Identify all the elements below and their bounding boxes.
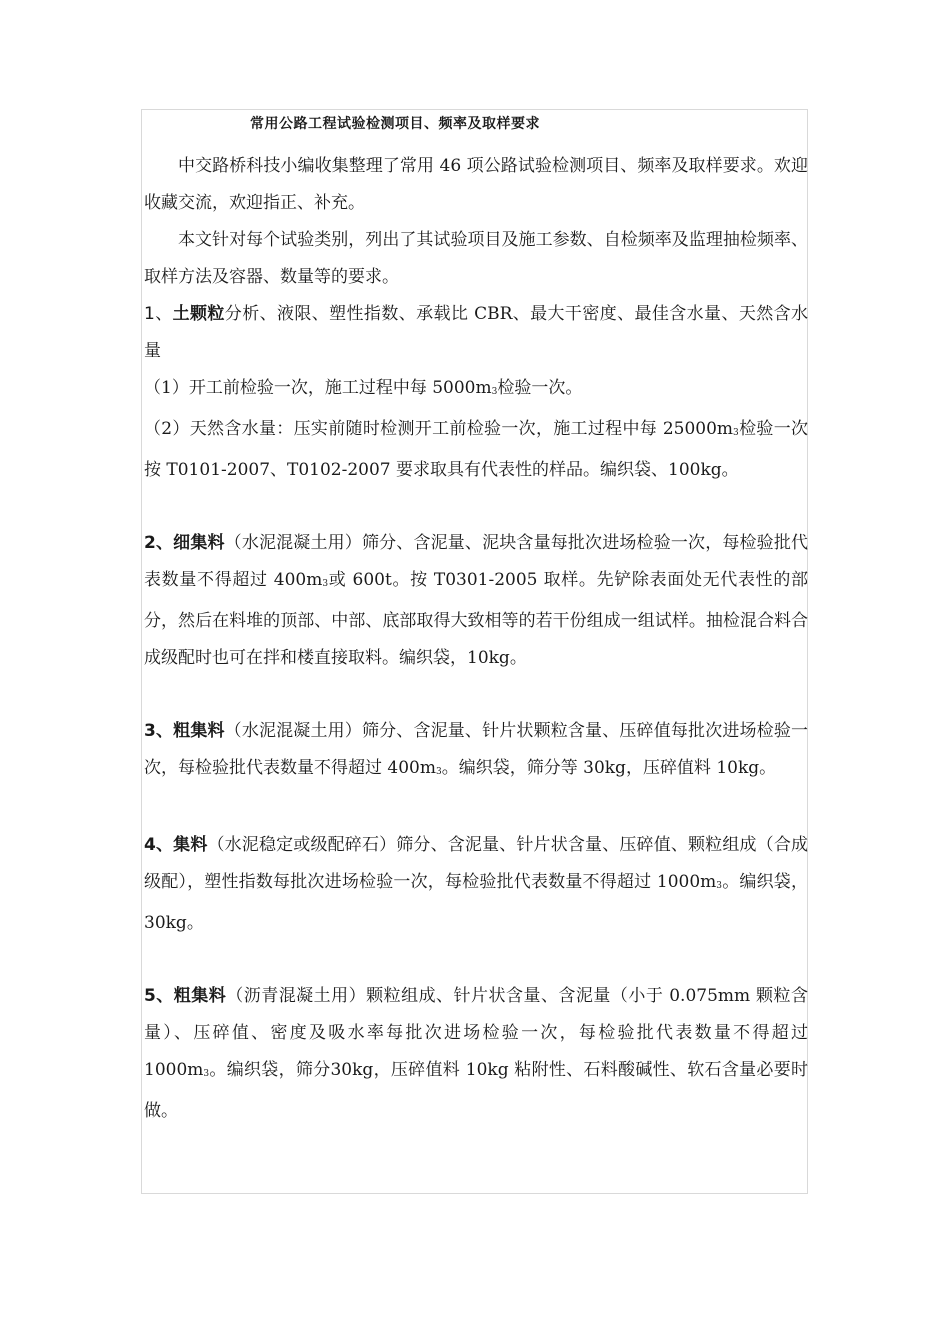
sub-text: （1）开工前检验一次，施工过程中每 5000m <box>144 378 492 398</box>
intro-paragraph-2: 本文针对每个试验类别，列出了其试验项目及施工参数、自检频率及监理抽检频率、取样方法及容器、数量等的要求。 <box>144 230 808 287</box>
item-keyword: 粗集料 <box>173 986 227 1006</box>
spacer <box>144 942 808 978</box>
item-keyword: 粗集料 <box>173 721 225 741</box>
item-text: （水泥稳定或级配碎石）筛分、含泥量、针片状含量、压碎值、颗粒组成（合成级配），塑性指数每批次进场检验一次，每检验批代表数量不得超过 1000m <box>144 835 808 892</box>
spacer <box>144 677 808 713</box>
item-number: 3、 <box>144 721 174 741</box>
item-text-end: 或 600t。按 T0301-2005 取样。先铲除表面处无代表性的部分，然后在料堆的顶部、中部、底部取得大致相等的若干份组成一组试样。抽检混合料合成级配时也可在拌和楼直接取料。编织袋，10kg。 <box>144 570 808 668</box>
document-title: 常用公路工程试验检测项目、频率及取样要求 <box>250 116 540 132</box>
intro-paragraph-1: 中交路桥科技小编收集整理了常用 46 项公路试验检测项目、频率及取样要求。欢迎收藏交流，欢迎指正、补充。 <box>144 156 808 213</box>
item-text: （沥青混凝土用）颗粒组成、针片状含量、含泥量（小于 0.075mm 颗粒含量）、压碎值、密度及吸水率每批次进场检验一次，每检验批代表数量不得超过 1000m <box>144 986 808 1080</box>
item-1-heading <box>144 296 808 370</box>
document-body <box>144 148 808 1130</box>
spacer <box>144 791 808 827</box>
item-2-paragraph <box>144 525 808 677</box>
item-text: （水泥混凝土用）筛分、含泥量、泥块含量每批次进场检验一次，每检验批代表数量不得超过 400m <box>144 533 809 590</box>
item-keyword: 土颗粒 <box>172 304 225 324</box>
unit-superscript: 3 <box>716 881 723 891</box>
sub-text-end: 检验一次。 <box>497 378 583 398</box>
item-text-end: 。编织袋，30kg。 <box>144 872 808 933</box>
unit-superscript: 3 <box>733 428 739 438</box>
item-keyword: 集料 <box>173 835 208 855</box>
item-text: 分析、液限、塑性指数、承载比 CBR、最大干密度、最佳含水量、天然含水量 <box>144 304 809 361</box>
item-4-paragraph <box>144 827 808 942</box>
item-1-sub-1 <box>144 370 808 411</box>
item-5-paragraph <box>144 978 808 1130</box>
item-number: 5、 <box>144 986 174 1006</box>
item-1-sub-2 <box>144 411 808 489</box>
unit-superscript: 3 <box>322 579 329 589</box>
item-number: 1、 <box>144 304 173 324</box>
item-text: （水泥混凝土用）筛分、含泥量、针片状颗粒含量、压碎值每批次进场检验一次，每检验批代表数量不得超过 400m <box>144 721 809 778</box>
item-3-paragraph <box>144 713 808 791</box>
unit-superscript: 3 <box>435 767 442 777</box>
sub-text: （2）天然含水量：压实前随时检测开工前检验一次，施工过程中每 25000m <box>144 419 734 439</box>
item-number: 2、 <box>144 533 174 553</box>
item-text-end: 。编织袋，筛分30kg，压碎值料 10kg 粘附性、石料酸碱性、软石含量必要时做。 <box>144 1060 808 1121</box>
spacer <box>144 489 808 525</box>
unit-superscript: 3 <box>203 1069 210 1079</box>
sub-text-end: 检验一次按 T0101-2007、T0102-2007 要求取具有代表性的样品。编织袋、100kg。 <box>144 419 809 480</box>
unit-superscript: 3 <box>491 387 498 397</box>
item-number: 4、 <box>144 835 174 855</box>
item-keyword: 细集料 <box>173 533 225 553</box>
item-text-end: 。编织袋，筛分等 30kg，压碎值料 10kg。 <box>441 758 777 778</box>
